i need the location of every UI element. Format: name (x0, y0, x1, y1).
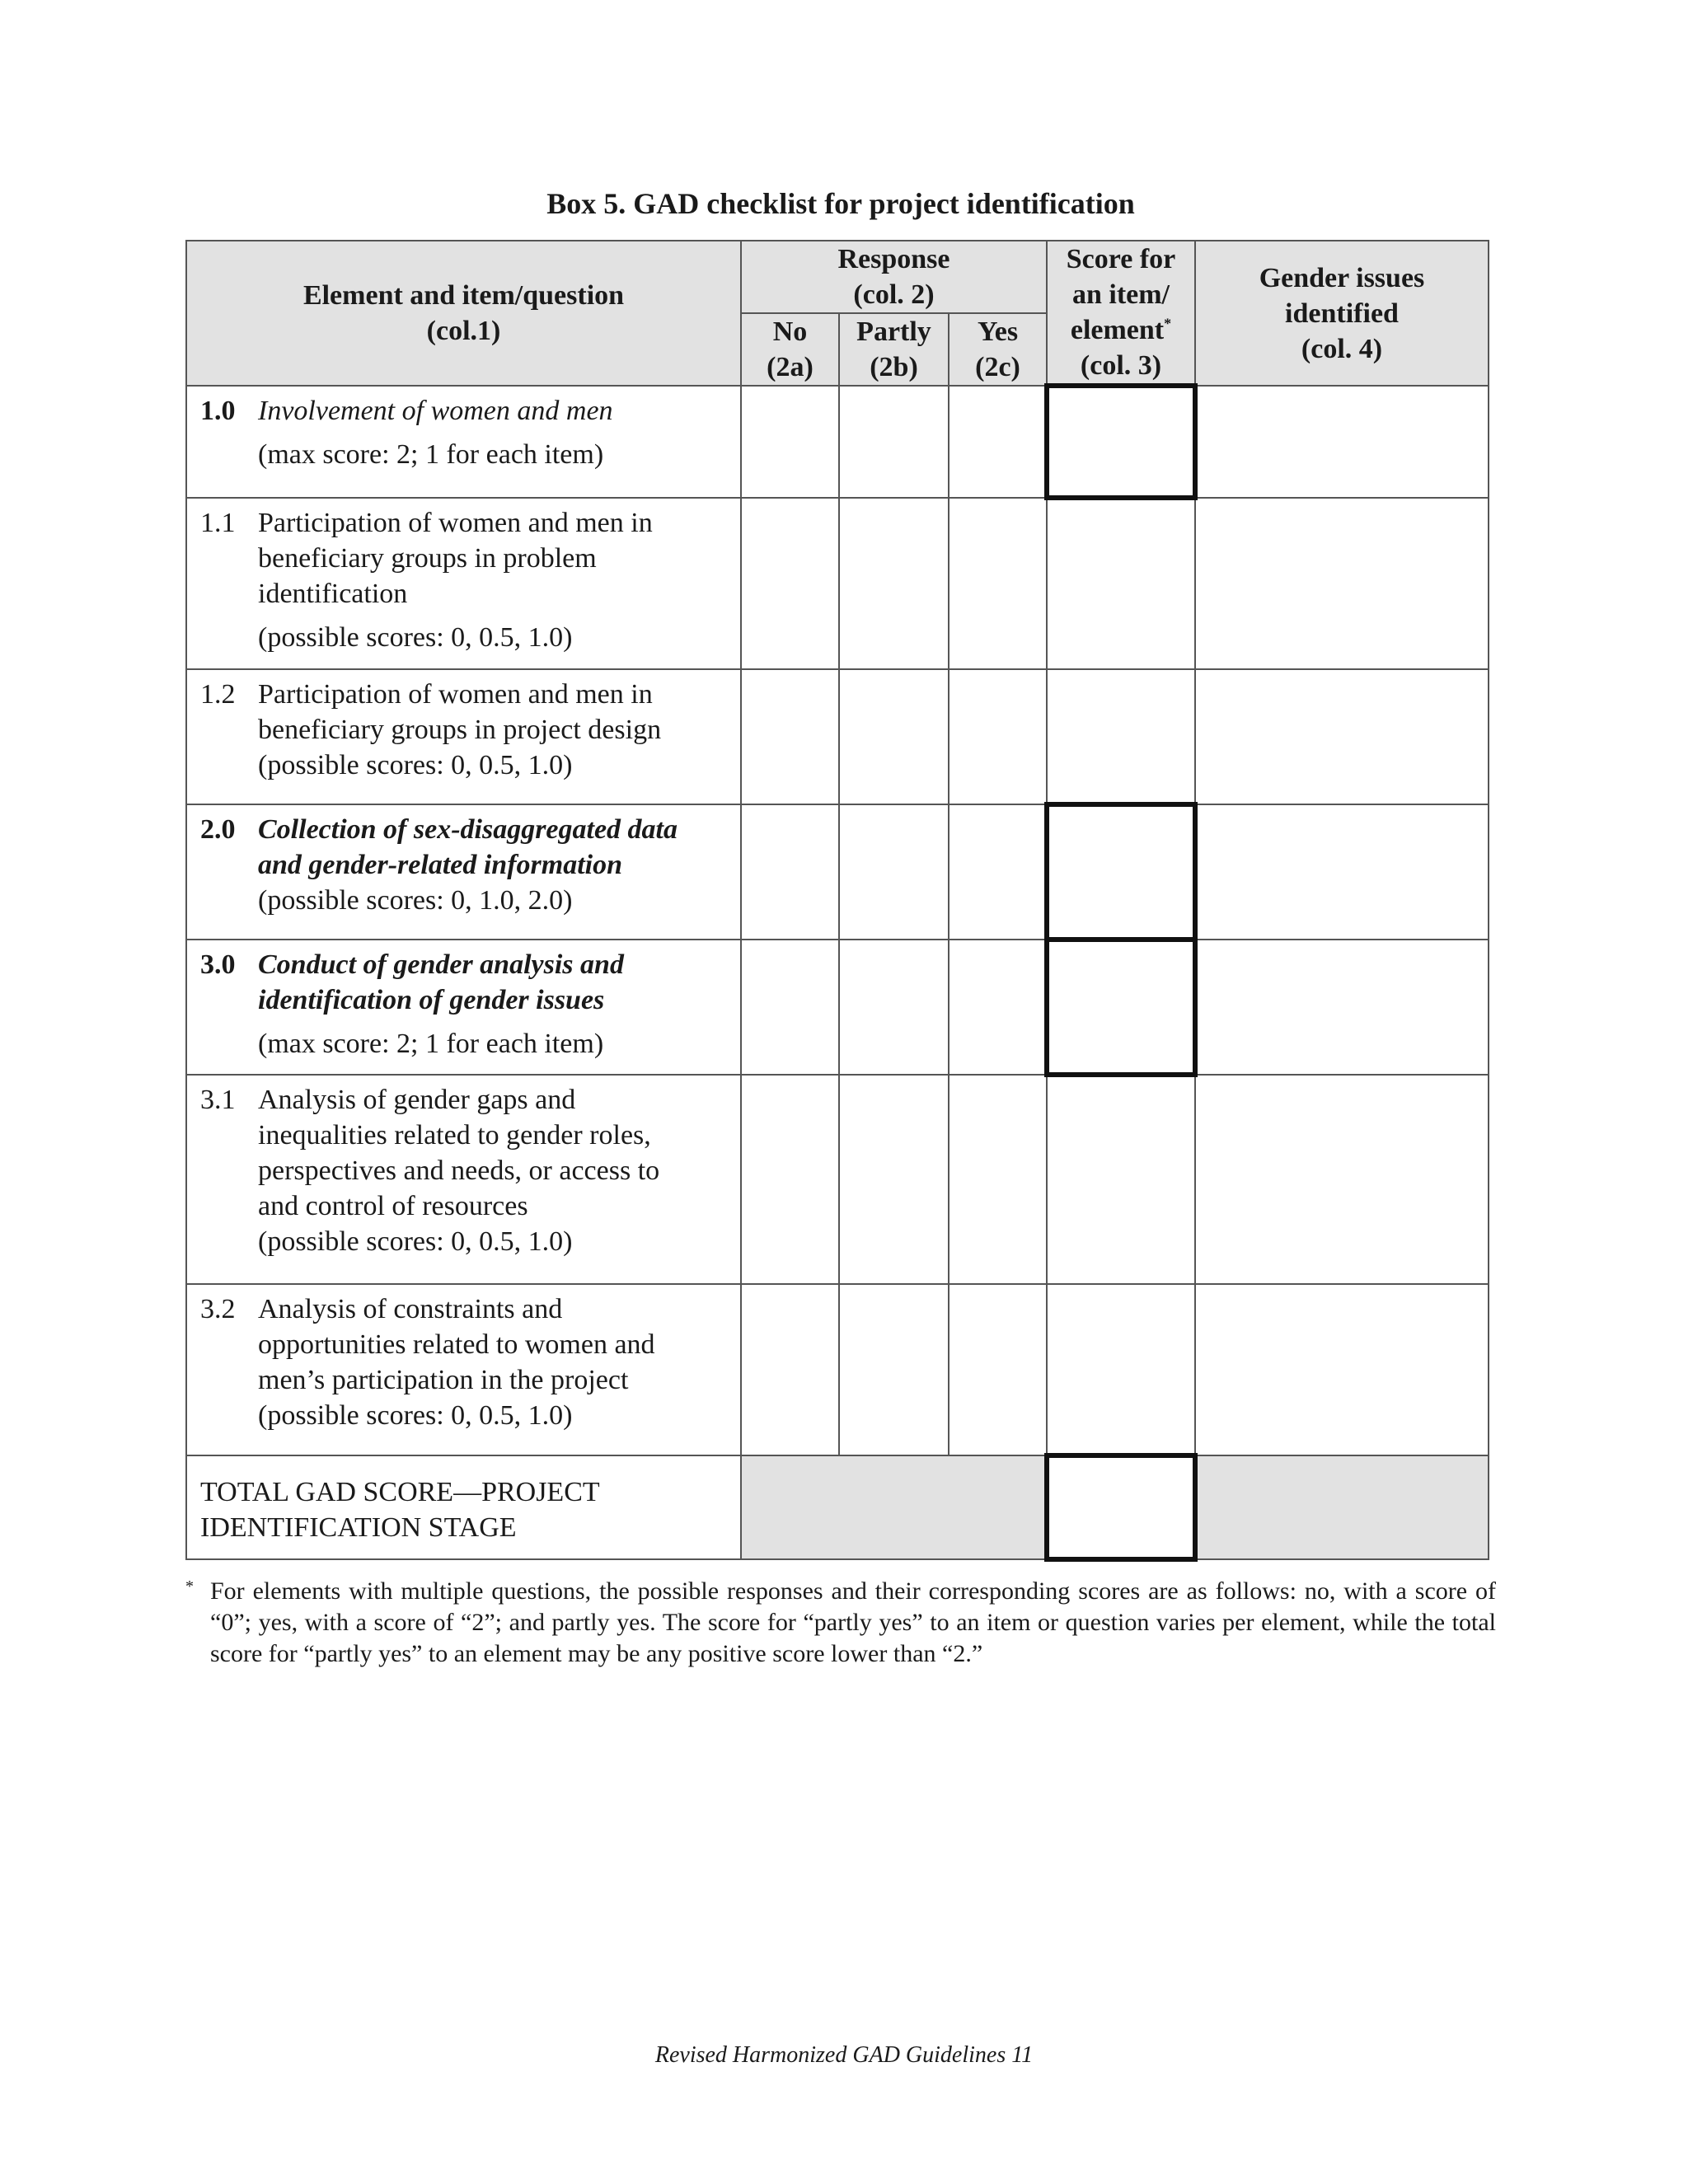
item-text: beneficiary groups in project design (258, 715, 662, 745)
score-note: (possible scores: 0, 0.5, 1.0) (258, 1400, 573, 1431)
header-response-line: Response (837, 244, 950, 274)
element-title: Involvement of women and men (258, 396, 613, 426)
item-number: 3.2 (200, 1294, 236, 1324)
element-title: and gender-related information (258, 850, 623, 880)
element-score-box[interactable] (1047, 804, 1195, 940)
score-note: (possible scores: 0, 0.5, 1.0) (258, 750, 573, 780)
response-partly-cell[interactable] (839, 1075, 949, 1284)
response-partly-cell[interactable] (839, 669, 949, 804)
element-score-box[interactable] (1047, 386, 1195, 498)
item-score-cell[interactable] (1047, 669, 1195, 804)
header-score-line (1048, 312, 1194, 348)
header-score (1047, 241, 1195, 386)
header-response-line: (col. 2) (853, 279, 935, 310)
header-gender-line: identified (1285, 298, 1399, 329)
response-no-cell[interactable] (741, 386, 839, 498)
element-title: identification of gender issues (258, 985, 605, 1015)
response-partly-cell[interactable] (839, 940, 949, 1075)
response-no-cell[interactable] (741, 498, 839, 669)
element-cell (186, 386, 741, 498)
header-response (741, 241, 1047, 313)
response-no-cell[interactable] (741, 804, 839, 940)
element-row-3-0 (186, 940, 1489, 1075)
header-partly-line: Partly (856, 316, 931, 347)
element-row-2-0 (186, 804, 1489, 940)
element-cell (186, 940, 741, 1075)
total-row (186, 1455, 1489, 1559)
header-yes-line: (2c) (975, 352, 1020, 382)
element-cell (186, 1075, 741, 1284)
header-score-word: element (1070, 315, 1165, 345)
total-response-shaded (741, 1455, 1047, 1559)
item-row-1-1 (186, 498, 1489, 669)
header-partly (839, 313, 949, 386)
item-row-1-2 (186, 669, 1489, 804)
header-score-line: (col. 3) (1080, 350, 1162, 381)
item-number: 2.0 (200, 814, 236, 845)
item-text: beneficiary groups in problem (258, 543, 597, 574)
element-row-1-0 (186, 386, 1489, 498)
item-number: 1.0 (200, 396, 236, 426)
footnote-marker: * (185, 1577, 194, 1596)
gender-issues-cell[interactable] (1195, 386, 1489, 498)
item-text: perspectives and needs, or access to (258, 1155, 660, 1186)
element-cell (186, 498, 741, 669)
response-yes-cell[interactable] (949, 669, 1047, 804)
page-footer: Revised Harmonized GAD Guidelines 11 (654, 2042, 1034, 2068)
item-text: inequalities related to gender roles, (258, 1120, 651, 1151)
item-number: 3.1 (200, 1085, 236, 1115)
score-note: (possible scores: 0, 0.5, 1.0) (258, 1226, 573, 1257)
response-partly-cell[interactable] (839, 804, 949, 940)
score-note: (possible scores: 0, 1.0, 2.0) (258, 885, 573, 916)
header-no-line: No (772, 316, 808, 347)
gender-issues-cell[interactable] (1195, 940, 1489, 1075)
header-element (186, 241, 741, 386)
element-cell (186, 804, 741, 940)
header-partly-line: (2b) (870, 352, 918, 382)
item-text: and control of resources (258, 1191, 528, 1221)
item-row-3-2 (186, 1284, 1489, 1455)
response-yes-cell[interactable] (949, 386, 1047, 498)
header-element-line: (col.1) (426, 316, 501, 346)
element-title: Conduct of gender analysis and (258, 949, 624, 980)
gender-issues-cell[interactable] (1195, 1284, 1489, 1455)
total-gender-shaded (1195, 1455, 1489, 1559)
total-score-box[interactable] (1047, 1455, 1195, 1559)
element-title: Collection of sex-disaggregated data (258, 814, 678, 845)
response-partly-cell[interactable] (839, 386, 949, 498)
header-score-line: Score for (1066, 244, 1176, 274)
footnote-text: For elements with multiple questions, the possible responses and their corresponding scores are as follows: no, with a score of “0”; yes, with a score of “2”; and partly yes. The score for “partly yes” to an item or question varies per element, while the total score for “partly yes” to an element may be any positive score lower than “2.” (210, 1577, 1496, 1667)
header-element-line: Element and item/question (302, 280, 625, 311)
element-cell (186, 1284, 741, 1455)
item-number: 1.1 (200, 508, 236, 538)
item-score-cell[interactable] (1047, 1075, 1195, 1284)
response-no-cell[interactable] (741, 669, 839, 804)
item-text: Participation of women and men in (258, 679, 653, 710)
gender-issues-cell[interactable] (1195, 669, 1489, 804)
gender-issues-cell[interactable] (1195, 498, 1489, 669)
gender-issues-cell[interactable] (1195, 1075, 1489, 1284)
response-yes-cell[interactable] (949, 1284, 1047, 1455)
gender-issues-cell[interactable] (1195, 804, 1489, 940)
item-text: Participation of women and men in (258, 508, 653, 538)
item-score-cell[interactable] (1047, 498, 1195, 669)
item-row-3-1 (186, 1075, 1489, 1284)
item-number: 1.2 (200, 679, 236, 710)
response-no-cell[interactable] (741, 940, 839, 1075)
footnote-marker: * (1164, 315, 1172, 332)
response-no-cell[interactable] (741, 1284, 839, 1455)
item-number: 3.0 (200, 949, 236, 980)
item-text: Analysis of constraints and (258, 1294, 563, 1324)
header-no-line: (2a) (767, 352, 814, 382)
total-label: IDENTIFICATION STAGE (200, 1512, 517, 1543)
header-gender-line: Gender issues (1259, 262, 1425, 293)
item-score-cell[interactable] (1047, 1284, 1195, 1455)
header-gender-line: (col. 4) (1301, 333, 1383, 364)
header-yes (949, 313, 1047, 386)
score-note: (possible scores: 0, 0.5, 1.0) (258, 622, 573, 653)
element-cell (186, 669, 741, 804)
header-row-1 (186, 241, 1489, 313)
response-yes-cell[interactable] (949, 804, 1047, 940)
score-note: (max score: 2; 1 for each item) (258, 439, 604, 470)
item-text: men’s participation in the project (258, 1365, 629, 1395)
element-score-box[interactable] (1047, 940, 1195, 1075)
item-text: identification (258, 579, 408, 609)
total-label: TOTAL GAD SCORE—PROJECT (200, 1477, 600, 1507)
box-title: Box 5. GAD checklist for project identification (546, 187, 1135, 220)
response-no-cell[interactable] (741, 1075, 839, 1284)
header-score-line: an item/ (1071, 279, 1170, 310)
response-yes-cell[interactable] (949, 940, 1047, 1075)
footnote (185, 1576, 1496, 1670)
gad-checklist-table (185, 240, 1489, 1562)
header-yes-line: Yes (977, 316, 1019, 347)
total-label-cell (186, 1455, 741, 1559)
response-partly-cell[interactable] (839, 1284, 949, 1455)
header-gender-issues (1195, 241, 1489, 386)
item-text: opportunities related to women and (258, 1329, 655, 1360)
response-yes-cell[interactable] (949, 1075, 1047, 1284)
score-note: (max score: 2; 1 for each item) (258, 1029, 604, 1059)
response-partly-cell[interactable] (839, 498, 949, 669)
header-no (741, 313, 839, 386)
response-yes-cell[interactable] (949, 498, 1047, 669)
item-text: Analysis of gender gaps and (258, 1085, 576, 1115)
